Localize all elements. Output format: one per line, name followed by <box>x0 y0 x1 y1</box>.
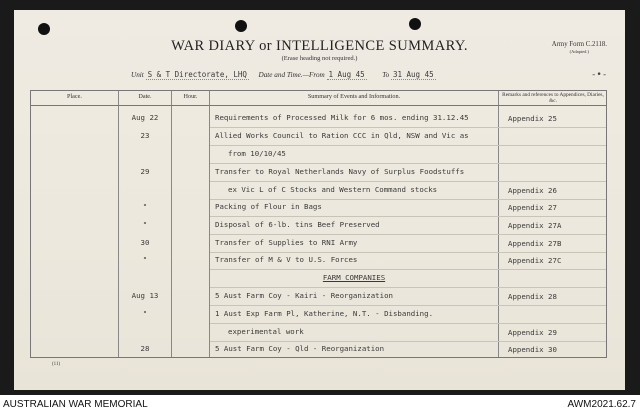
entry-remarks: Appendix 28 <box>508 292 557 301</box>
entry-remarks: Appendix 25 <box>508 114 557 123</box>
entry-summary: Transfer of Supplies to RNI Army <box>215 238 358 247</box>
date-time-label: Date and Time.—From <box>258 71 325 79</box>
to-date: 31 Aug 45 <box>392 70 434 79</box>
credit-left: AUSTRALIAN WAR MEMORIAL <box>3 399 148 410</box>
ruled-line <box>210 305 606 306</box>
entry-date: Aug 13 <box>131 291 159 300</box>
diary-table <box>30 90 607 358</box>
ruled-line <box>210 341 606 342</box>
entry-summary: 1 Aust Exp Farm Pl, Katherine, N.T. - Disbanding. <box>215 309 434 318</box>
entry-summary: 5 Aust Farm Coy - Kairi - Reorganization <box>215 291 393 300</box>
entry-remarks: Appendix 27A <box>508 221 562 230</box>
diary-page <box>14 10 625 390</box>
entry-summary: Transfer of M & V to U.S. Forces <box>215 255 358 264</box>
column-header-place: Place. <box>67 93 82 100</box>
ruled-line <box>210 323 606 324</box>
header-rule <box>31 105 606 106</box>
army-form-number <box>552 41 607 54</box>
entry-date: " <box>142 220 148 229</box>
entry-date: " <box>142 202 148 211</box>
unit-line <box>131 70 436 79</box>
entry-summary: Requirements of Processed Milk for 6 mos. ending 31.12.45 <box>215 113 469 122</box>
column-header-hour: Hour. <box>183 93 198 100</box>
entry-date: 23 <box>140 131 150 140</box>
corner-mark: -•- <box>591 70 608 80</box>
ruled-line <box>210 216 606 217</box>
column-divider <box>209 91 210 357</box>
entry-remarks: Appendix 27C <box>508 256 562 265</box>
ruled-line <box>210 163 606 164</box>
army-form-label: Army Form C.2118. <box>551 41 607 48</box>
page-subtitle: (Erase heading not required.) <box>281 55 358 62</box>
entry-date: 28 <box>140 344 150 353</box>
entry-summary: FARM COMPANIES <box>322 273 386 282</box>
from-date: 1 Aug 45 <box>328 70 365 79</box>
entry-remarks: Appendix 26 <box>508 186 557 195</box>
entry-summary: Allied Works Council to Ration CCC in Qld, NSW and Vic as <box>215 131 469 140</box>
column-divider <box>171 91 172 357</box>
punch-hole-right <box>409 18 421 30</box>
entry-remarks: Appendix 27 <box>508 203 557 212</box>
entry-remarks: Appendix 27B <box>508 239 562 248</box>
unit-value: S & T Directorate, LHQ <box>147 70 247 79</box>
column-header-summary: Summary of Events and Information. <box>307 93 401 100</box>
column-divider <box>498 91 499 357</box>
entry-summary: ex Vic L of C Stocks and Western Command stocks <box>228 185 438 194</box>
column-header-date: Date. <box>138 93 152 100</box>
ruled-line <box>210 252 606 253</box>
entry-date: " <box>142 309 148 318</box>
entry-remarks: Appendix 30 <box>508 345 557 354</box>
entry-summary: Packing of Flour in Bags <box>215 202 322 211</box>
army-form-adapted: (Adapted.) <box>569 49 590 54</box>
credit-right: AWM2021.62.7 <box>567 399 636 410</box>
to-label: To <box>382 71 390 79</box>
ruled-line <box>210 234 606 235</box>
entry-summary: 5 Aust Farm Coy - Qld - Reorganization <box>215 344 385 353</box>
punch-hole-middle <box>235 20 247 32</box>
unit-label: Unit <box>131 71 144 79</box>
column-header-remarks: Remarks and references to Appendices, Diaries, &c. <box>502 92 604 104</box>
punch-hole-left <box>38 23 50 35</box>
page-title: WAR DIARY or INTELLIGENCE SUMMARY. <box>171 38 468 54</box>
entry-summary: experimental work <box>228 327 304 336</box>
entry-date: 30 <box>140 238 150 247</box>
ruled-line <box>210 127 606 128</box>
form-code: (11) <box>52 362 61 367</box>
entry-summary: Transfer to Royal Netherlands Navy of Surplus Foodstuffs <box>215 167 465 176</box>
entry-date: " <box>142 255 148 264</box>
ruled-line <box>210 199 606 200</box>
ruled-line <box>210 181 606 182</box>
entry-date: 29 <box>140 167 150 176</box>
entry-summary: from 10/10/45 <box>228 149 286 158</box>
ruled-line <box>210 145 606 146</box>
entry-date: Aug 22 <box>131 113 159 122</box>
entry-summary: Disposal of 6-lb. tins Beef Preserved <box>215 220 380 229</box>
ruled-line <box>210 287 606 288</box>
entry-remarks: Appendix 29 <box>508 328 557 337</box>
ruled-line <box>210 269 606 270</box>
